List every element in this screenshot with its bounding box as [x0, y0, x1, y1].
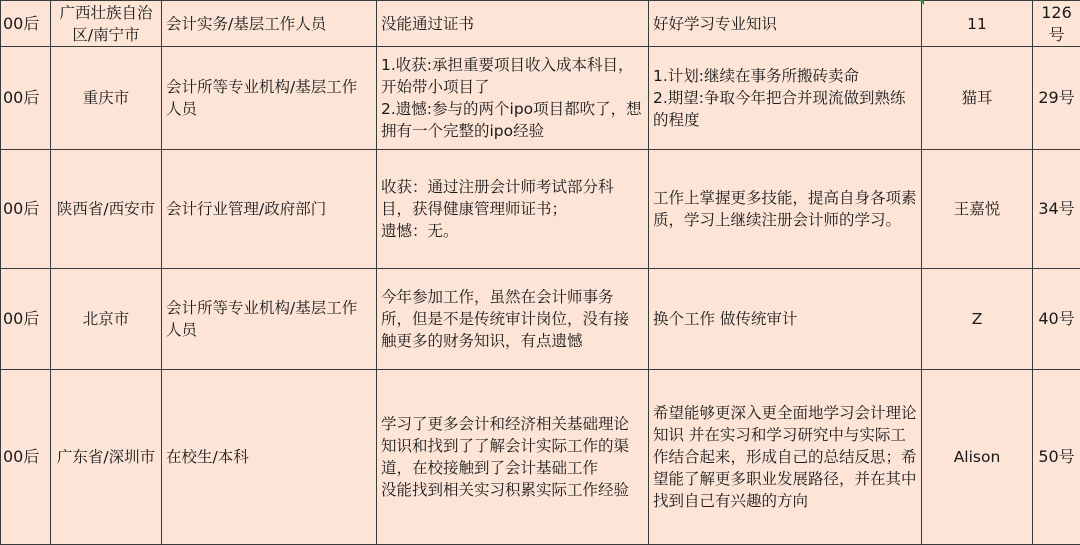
name-cell[interactable]: Z [922, 269, 1033, 370]
age-cell[interactable]: 00后 [1, 150, 51, 269]
table-row [1, 269, 1080, 370]
table-row [1, 370, 1080, 545]
plan-cell[interactable]: 换个工作 做传统审计 [649, 269, 922, 370]
industry-cell[interactable]: 会计所等专业机构/基层工作人员 [162, 47, 377, 150]
industry-cell[interactable]: 会计实务/基层工作人员 [162, 1, 377, 47]
industry-cell[interactable]: 在校生/本科 [162, 370, 377, 545]
reflection-cell[interactable]: 收获：通过注册会计师考试部分科目，获得健康管理师证书； 遗憾：无。 [377, 150, 649, 269]
industry-cell[interactable]: 会计行业管理/政府部门 [162, 150, 377, 269]
table-row [1, 150, 1080, 269]
age-cell[interactable]: 00后 [1, 47, 51, 150]
industry-cell[interactable]: 会计所等专业机构/基层工作人员 [162, 269, 377, 370]
number-cell[interactable]: 29号 [1033, 47, 1080, 150]
number-cell[interactable]: 126号 [1033, 1, 1080, 47]
number-cell[interactable]: 34号 [1033, 150, 1080, 269]
name-cell[interactable]: 王嘉悦 [922, 150, 1033, 269]
number-cell[interactable]: 40号 [1033, 269, 1080, 370]
name-cell[interactable]: 猫耳 [922, 47, 1033, 150]
name-cell[interactable]: 11 [922, 1, 1033, 47]
plan-cell[interactable]: 好好学习专业知识 [649, 1, 922, 47]
plan-cell[interactable]: 希望能够更深入更全面地学习会计理论知识 并在实习和学习研究中与实际工作结合起来，形成自己的总结反思；希望能了解更多职业发展路径，并在其中找到自己有兴趣的方向 [649, 370, 922, 545]
plan-cell[interactable]: 1.计划:继续在事务所搬砖卖命 2.期望:争取今年把合并现流做到熟练的程度 [649, 47, 922, 150]
cell-comment-marker [919, 0, 924, 5]
age-cell[interactable]: 00后 [1, 370, 51, 545]
reflection-cell[interactable]: 学习了更多会计和经济相关基础理论知识和找到了了解会计实际工作的渠道，在校接触到了会计基础工作 没能找到相关实习积累实际工作经验 [377, 370, 649, 545]
table-row [1, 1, 1080, 47]
plan-cell[interactable]: 工作上掌握更多技能，提高自身各项素质，学习上继续注册会计师的学习。 [649, 150, 922, 269]
location-cell[interactable]: 陕西省/西安市 [51, 150, 162, 269]
location-cell[interactable]: 广东省/深圳市 [51, 370, 162, 545]
location-cell[interactable]: 北京市 [51, 269, 162, 370]
age-cell[interactable]: 00后 [1, 269, 51, 370]
age-cell[interactable]: 00后 [1, 1, 51, 47]
reflection-cell[interactable]: 没能通过证书 [377, 1, 649, 47]
reflection-cell[interactable]: 今年参加工作，虽然在会计师事务所，但是不是传统审计岗位，没有接触更多的财务知识，有点遗憾 [377, 269, 649, 370]
location-cell[interactable]: 广西壮族自治区/南宁市 [51, 1, 162, 47]
location-cell[interactable]: 重庆市 [51, 47, 162, 150]
reflection-cell[interactable]: 1.收获:承担重要项目收入成本科目，开始带小项目了 2.遗憾:参与的两个ipo项目都吹了，想拥有一个完整的ipo经验 [377, 47, 649, 150]
table-row [1, 47, 1080, 150]
number-cell[interactable]: 50号 [1033, 370, 1080, 545]
name-cell[interactable]: Alison [922, 370, 1033, 545]
